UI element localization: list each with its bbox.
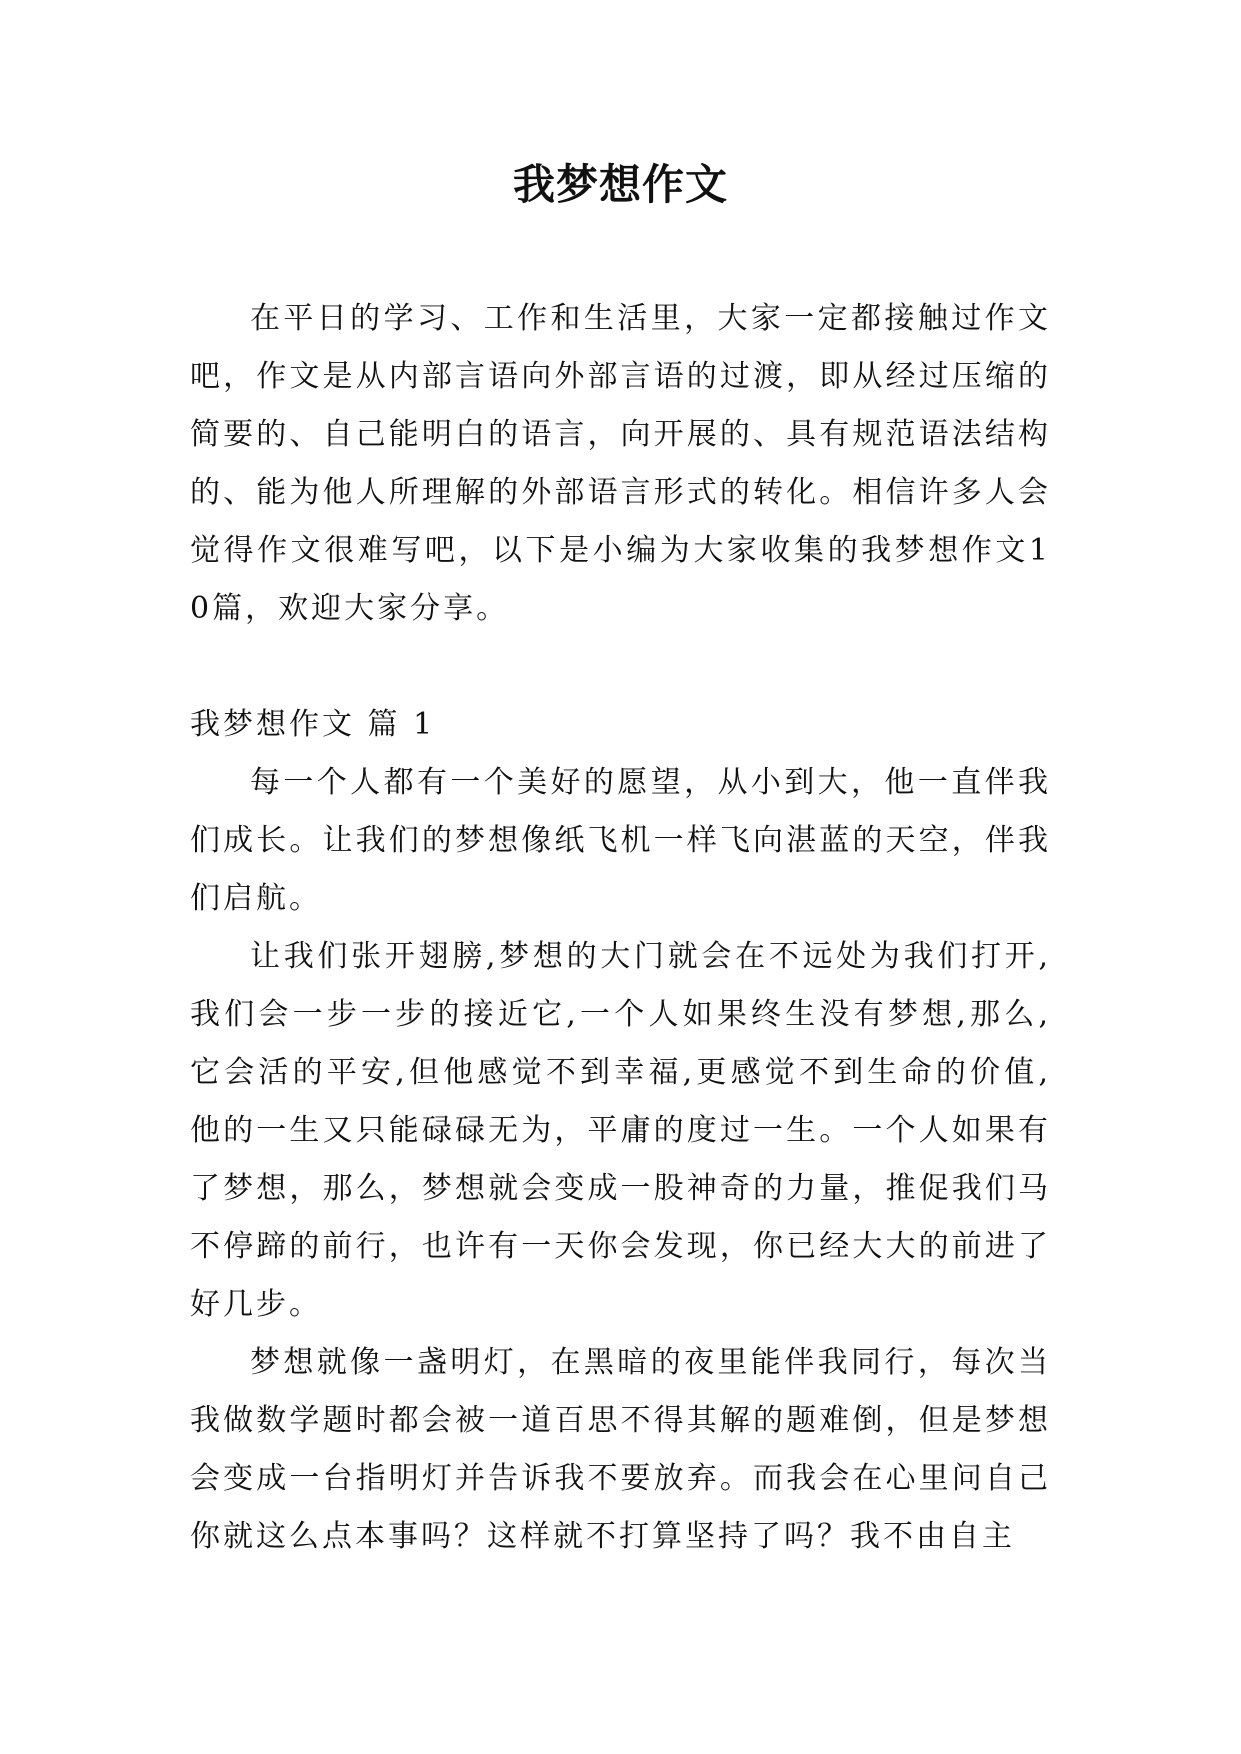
body-paragraph-3: 梦想就像一盏明灯，在黑暗的夜里能伴我同行，每次当我做数学题时都会被一道百思不得其解的题难倒，但是梦想会变成一台指明灯并告诉我不要放弃。而我会在心里问自己你就这么点本事吗？这样就不打算坚持了吗？我不由自主 — [190, 1345, 1051, 1554]
section-heading: 我梦想作文 篇 1 — [190, 707, 436, 742]
paragraph-spacer — [190, 638, 1051, 696]
body-paragraph-2: 让我们张开翅膀,梦想的大门就会在不远处为我们打开,我们会一步一步的接近它,一个人如果终生没有梦想,那么,它会活的平安,但他感觉不到幸福,更感觉不到生命的价值,他的一生又只能碌碌无为，平庸的度过一生。一个人如果有了梦想，那么，梦想就会变成一股神奇的力量，推促我们马不停蹄的前行，也许有一天你会发现，你已经大大的前进了好几步。 — [190, 939, 1051, 1322]
document-title: 我梦想作文 — [512, 160, 728, 209]
body-paragraph-1: 每一个人都有一个美好的愿望，从小到大，他一直伴我们成长。让我们的梦想像纸飞机一样飞向湛蓝的天空，伴我们启航。 — [190, 765, 1051, 916]
document-body — [190, 290, 1051, 1566]
intro-paragraph: 在平日的学习、工作和生活里，大家一定都接触过作文吧，作文是从内部言语向外部言语的过渡，即从经过压缩的简要的、自己能明白的语言，向开展的、具有规范语法结构的、能为他人所理解的外部语言形式的转化。相信许多人会觉得作文很难写吧，以下是小编为大家收集的我梦想作文10篇，欢迎大家分享。 — [190, 301, 1051, 626]
